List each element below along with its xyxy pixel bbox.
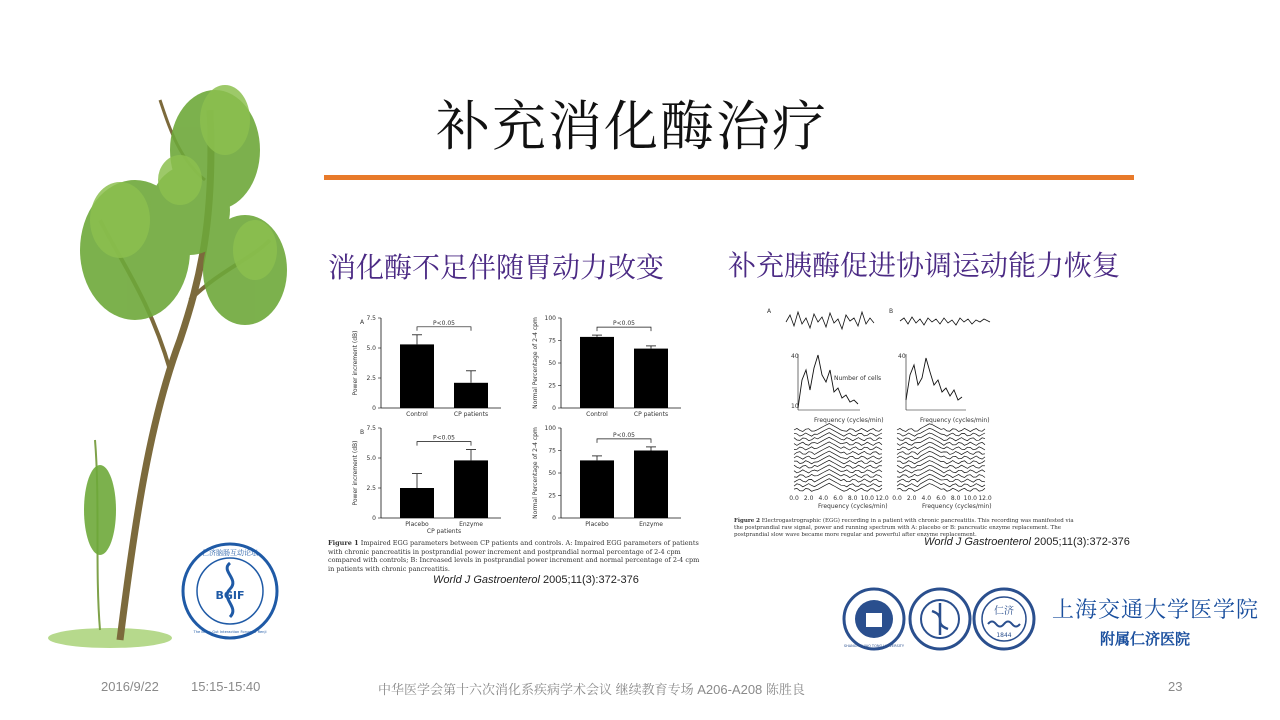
bar-category-label: Placebo xyxy=(585,521,609,528)
spectrum-b-ytop: 40 xyxy=(898,353,906,360)
spectrum-b-xlabel: Frequency (cycles/min) xyxy=(920,417,990,424)
bar-y-tick-label: 50 xyxy=(548,470,556,477)
bar-category-label: CP patients xyxy=(453,411,489,418)
raw-signal-a xyxy=(786,312,874,329)
bar-y-tick-label: 5.0 xyxy=(366,455,376,462)
bar-y-axis-label: Power increment (dB) xyxy=(352,330,359,396)
running-ticks-b xyxy=(892,495,992,502)
right-citation-ref: 2005;11(3):372-376 xyxy=(1030,536,1130,548)
bar-y-tick-label: 100 xyxy=(544,425,556,432)
bar-charts xyxy=(326,306,706,536)
spectrum-a-ybottom: 10 xyxy=(791,403,799,410)
bar-y-tick-label: 5.0 xyxy=(366,345,376,352)
right-figure xyxy=(734,300,1104,540)
right-caption-label: Figure 2 xyxy=(734,518,760,524)
left-citation-ref: 2005;11(3):372-376 xyxy=(539,574,639,586)
bar xyxy=(634,451,668,519)
bar xyxy=(454,460,488,518)
significance-bracket xyxy=(417,327,471,331)
egg-panel-a-label: A xyxy=(767,308,772,315)
bar-y-tick-label: 75 xyxy=(548,337,556,345)
bar-y-tick-label: 2.5 xyxy=(366,375,376,382)
bar-panel-a-label: A xyxy=(359,319,365,326)
egg-recordings xyxy=(734,300,1104,515)
bar-category-label: Enzyme xyxy=(459,521,483,528)
significance-label: P<0.05 xyxy=(612,320,636,328)
bar xyxy=(400,488,434,518)
running-tick-label: 8.0 xyxy=(950,495,961,502)
running-tick-label: 10.0 xyxy=(860,495,875,502)
bar-y-axis-label: Normal Percentage of 2-4 cpm xyxy=(532,317,539,409)
running-tick-label: 2.0 xyxy=(906,495,917,502)
running-spectrum-trace xyxy=(794,437,882,445)
running-spectrum-trace xyxy=(794,447,882,455)
left-caption-text: Impaired EGG parameters between CP patients and controls. A: Impaired EGG parameters of patients with chronic pancreatitis in postprandial power increment and postprandial normal percentage of 2-4 cpm compared with controls; B: Increased levels in postprandial power increment and normal percentage of 2-4 cpm in patients with chronic pancreatitis. xyxy=(328,539,700,573)
significance-bracket xyxy=(597,439,651,443)
forum-seal-cn: 仁济脑肠互动论坛 xyxy=(202,549,258,557)
bar-y-tick-label: 0 xyxy=(372,405,376,412)
running-tick-label: 10.0 xyxy=(963,495,978,502)
title-divider xyxy=(324,175,1134,180)
egg-panel-b-label: B xyxy=(889,308,894,315)
bar xyxy=(400,344,434,408)
bar xyxy=(580,337,614,408)
left-figure-caption xyxy=(328,539,700,573)
significance-label: P<0.05 xyxy=(432,434,456,442)
bar xyxy=(454,383,488,408)
running-tick-label: 6.0 xyxy=(833,495,843,502)
bar-panel-b-label: B xyxy=(359,429,365,436)
forum-seal-en: The Brain-Gut Interaction Forum of Renji xyxy=(193,630,267,634)
running-tick-label: 4.0 xyxy=(818,495,829,502)
forum-seal-center: BGIF xyxy=(215,589,245,602)
running-spectrum-trace xyxy=(794,428,882,436)
left-heading: 消化酶不足伴随胃动力改变 xyxy=(328,251,665,284)
left-citation xyxy=(433,574,639,586)
bar-category-label: Placebo xyxy=(405,521,429,528)
significance-label: P<0.05 xyxy=(612,431,636,439)
left-figure xyxy=(326,306,706,596)
sjtu-seal xyxy=(842,587,906,651)
running-tick-label: 4.0 xyxy=(921,495,932,502)
right-citation-journal: World J Gastroenterol xyxy=(924,536,1031,548)
right-citation xyxy=(924,536,1130,548)
running-spectrum-trace xyxy=(794,451,882,459)
bar-y-tick-label: 25 xyxy=(548,492,556,500)
footer-date: 2016/9/22 xyxy=(101,679,159,694)
footer-text: 中华医学会第十六次消化系疾病学术会议 继续教育专场 A206-A208 陈胜良 xyxy=(378,682,805,697)
spectrum-b xyxy=(906,358,962,400)
bar-category-label: Enzyme xyxy=(639,521,663,528)
running-spectrum-trace xyxy=(897,424,985,432)
spectrum-annotation: Number of cells xyxy=(834,375,882,382)
bar-category-label: Control xyxy=(406,411,428,418)
forum-seal-logo xyxy=(180,541,280,641)
bar-y-axis-label: Normal Percentage of 2-4 cpm xyxy=(532,427,539,519)
medical-school-seal xyxy=(908,587,972,651)
bar-y-tick-label: 0 xyxy=(372,515,376,522)
left-citation-journal: World J Gastroenterol xyxy=(433,574,540,586)
bar xyxy=(634,349,668,408)
bar-y-tick-label: 25 xyxy=(548,382,556,390)
running-tick-label: 0.0 xyxy=(892,495,902,502)
bar-y-tick-label: 7.5 xyxy=(366,315,376,322)
running-tick-label: 0.0 xyxy=(789,495,799,502)
significance-label: P<0.05 xyxy=(432,319,456,327)
spectrum-a-ytop: 40 xyxy=(791,353,799,360)
slide-number: 23 xyxy=(1168,679,1183,694)
bar-y-tick-label: 7.5 xyxy=(366,425,376,432)
right-caption-text: Electrogastrographic (EGG) recording in a patient with chronic pancreatitis. This recording was manifested via the postprandial raw signal, power and running spectrum with A: placebo or B: pancreatic enzyme replacement. The postprandial slow wave became more regular and powerful after enzyme replacement. xyxy=(734,518,1074,538)
renji-seal-year: 1844 xyxy=(996,632,1012,639)
significance-bracket xyxy=(597,327,651,331)
running-tick-label: 6.0 xyxy=(936,495,946,502)
running-tick-label: 8.0 xyxy=(847,495,858,502)
left-caption-label: Figure 1 xyxy=(328,539,359,547)
sjtu-seal-text: SHANGHAI JIAO TONG UNIVERSITY xyxy=(843,644,905,648)
bar-y-axis-label: Power increment (dB) xyxy=(352,440,359,506)
significance-bracket xyxy=(417,442,471,446)
footer-time: 15:15-15:40 xyxy=(191,679,261,694)
hospital-name: 上海交通大学医学院 xyxy=(1052,598,1260,623)
bar-y-tick-label: 75 xyxy=(548,447,556,455)
running-tick-label: 12.0 xyxy=(875,495,889,502)
running-tick-label: 12.0 xyxy=(978,495,992,502)
running-spectrum-trace xyxy=(794,474,882,482)
bar-category-label: Control xyxy=(586,411,608,418)
spectrum-a-xlabel: Frequency (cycles/min) xyxy=(814,417,884,424)
renji-seal-text: 仁济 xyxy=(994,606,1014,617)
running-spectrum-b xyxy=(897,424,985,492)
bar-y-tick-label: 2.5 xyxy=(366,485,376,492)
bar xyxy=(580,460,614,518)
renji-seal xyxy=(972,587,1036,651)
running-ticks-a xyxy=(789,495,889,502)
running-b-xlabel: Frequency (cycles/min) xyxy=(922,503,992,510)
running-tick-label: 2.0 xyxy=(803,495,814,502)
running-spectrum-a xyxy=(794,424,882,492)
running-spectrum-trace xyxy=(794,424,882,432)
bar-category-label: CP patients xyxy=(633,411,669,418)
bar-y-tick-label: 100 xyxy=(544,315,556,322)
bar-y-tick-label: 0 xyxy=(552,405,556,412)
running-a-xlabel: Frequency (cycles/min) xyxy=(818,503,888,510)
bar-y-tick-label: 50 xyxy=(548,360,556,367)
hospital-subname: 附属仁济医院 xyxy=(1100,630,1191,648)
raw-signal-b xyxy=(900,317,990,325)
bar-group-label: CP patients xyxy=(426,528,462,535)
slide-title: 补充消化酶治疗 xyxy=(436,95,828,158)
right-heading: 补充胰酶促进协调运动能力恢复 xyxy=(728,249,1121,282)
running-spectrum-trace xyxy=(794,479,882,487)
bar-y-tick-label: 0 xyxy=(552,515,556,522)
